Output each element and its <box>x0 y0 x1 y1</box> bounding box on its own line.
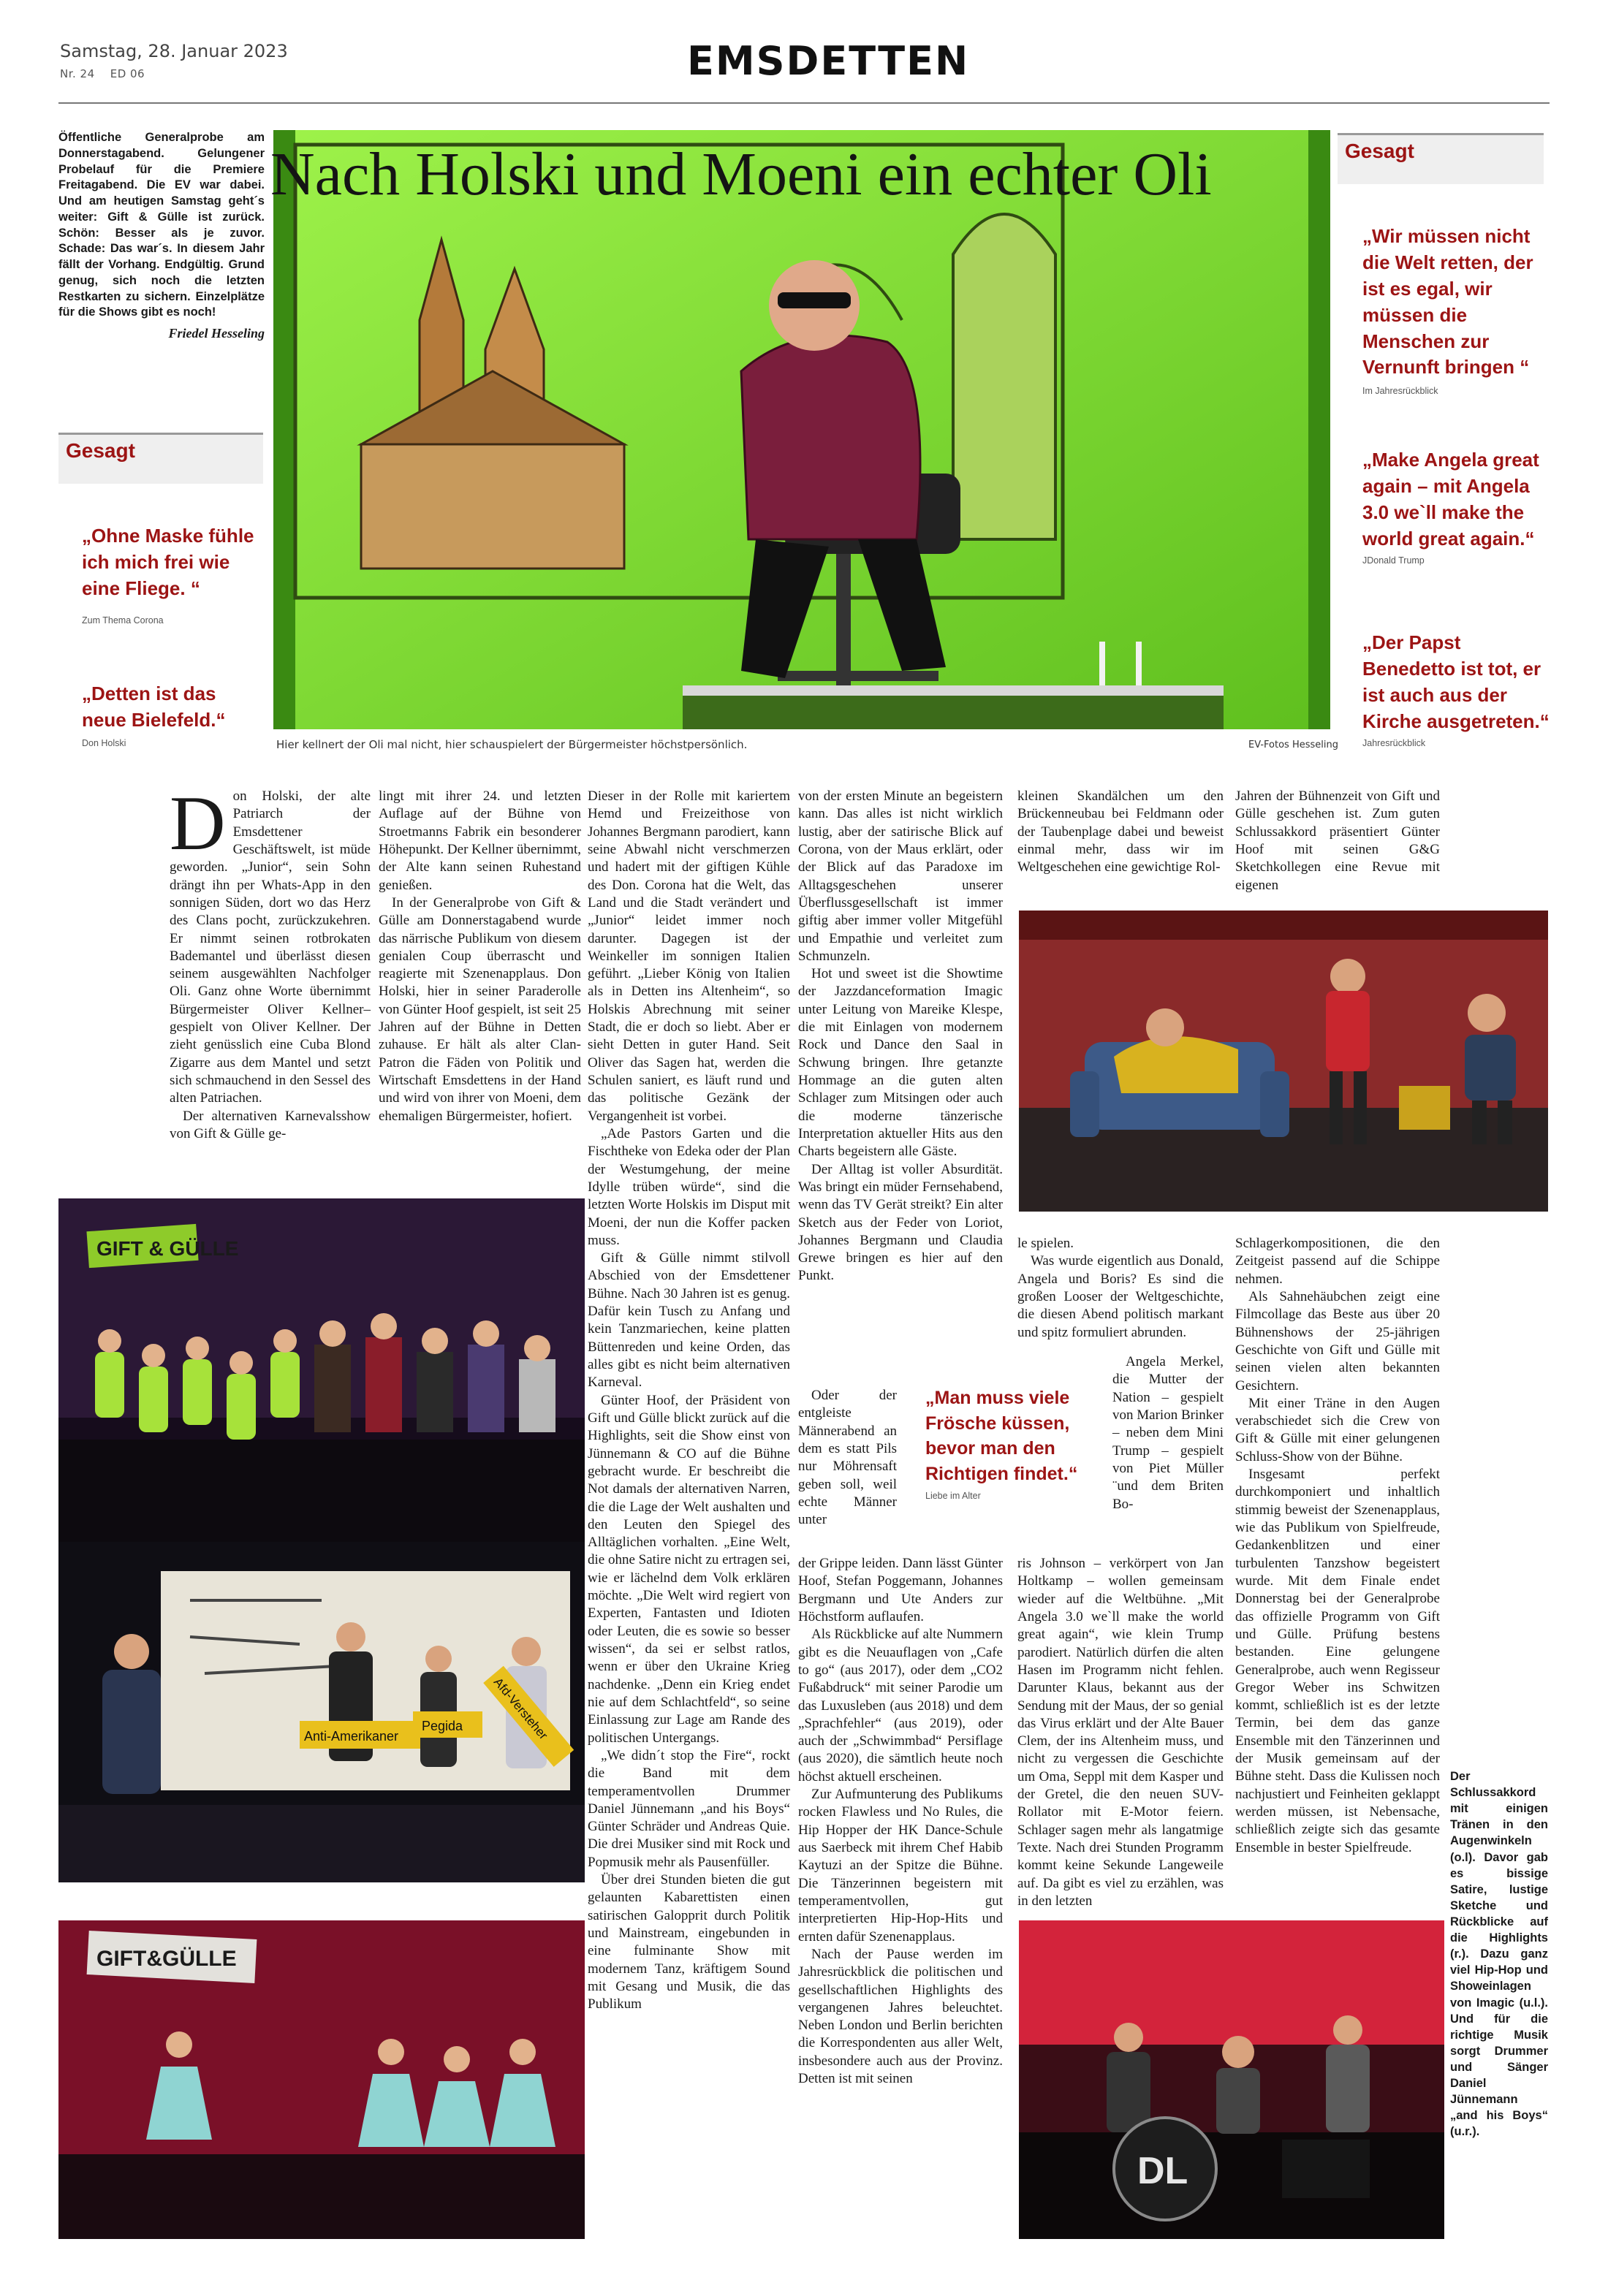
article-col-1 <box>170 780 371 1143</box>
article-paragraph: Schlagerkompositionen, die den Zeitgeist passend auf die Schippe nehmen. <box>1235 1236 1440 1287</box>
main-photo-mayor <box>273 130 1330 729</box>
article-paragraph: der Grippe leiden. Dann lässt Günter Hoof, Stefan Poggemann, Johannes Bergmann und Ute Anders zur Höchstform auflaufen. <box>798 1556 1003 1624</box>
article-paragraph: „Ade Pastors Garten und die Fischtheke von Edeka oder der Plan der Westumgehung, der meine Idylle trüben würde“, sind die letzten Worte Holskis im Disput mit Moeni, der nun die Koffer packen muss. <box>588 1125 790 1248</box>
headline: Nach Holski und Moeni ein echter Oli <box>270 140 1212 208</box>
gesagt-right-source-3: Jahresrückblick <box>1362 738 1426 748</box>
issue-number <box>60 67 145 80</box>
issue-nr: Nr. 24 <box>60 67 95 80</box>
photo-politics-sketch <box>58 1542 585 1882</box>
section-title: EMSDETTEN <box>687 38 970 84</box>
sign-pegida: Pegida <box>422 1719 463 1733</box>
photo-band-scene <box>1019 1920 1444 2239</box>
article-col-4a <box>798 788 1003 1285</box>
article-paragraph: Angela Merkel, die Mutter der Nation – gespielt von Marion Brinker – neben dem Mini Trump – gespielt von Piet Müller ¨und dem Briten Bo- <box>1112 1354 1224 1512</box>
dancers-logo-text: GIFT&GÜLLE <box>96 1947 237 1971</box>
header-rule <box>58 102 1550 104</box>
article-paragraph: Insgesamt perfekt durchkomponiert und inhaltlich stimmig beweist der Szenenapplaus, wie das Publikum von Spielfreude, Gedankenblitzen und einer turbulenten Tanzshow begeistert wurde. Mit dem Finale endet Donnerstag bei der Generalprobe das offizielle Programm von Gift und Gülle. Prüfung bestens bestanden. Eine gelungene Generalprobe, auch wenn Regisseur Gregor Weber ins Schwitzen kommt, schließlich ist es der letzte Termin, bei dem das ganze Ensemble mit den Tänzerinnen und der Musik gemeinsam auf der Bühne steht. Dass die Kulissen noch nachjustiert und Feinheiten geklappt werden müssen, ist Nebensache, schließlich zeigte sich das gesamte Ensemble in bester Spielfreude. <box>1235 1467 1440 1855</box>
photo-sofa-scene <box>1019 911 1548 1212</box>
drum-logo: DL <box>1137 2150 1188 2192</box>
main-photo-caption: Hier kellnert der Oli mal nicht, hier schauspielert der Bürgermeister höchstpersönlich. <box>276 738 748 751</box>
photo-side-caption: Der Schlussakkord mit einigen Tränen in den Augenwinkeln (o.l). Davor gab es bissige Satire, lustige Sketche und Rückblicke auf die Highlights (r.). Dazu ganz viel Hip-Hop und Showeinlagen von Imagic (u.l.). Und für die richtige Musik sorgt Drummer und Sänger Daniel Jünnemann „and his Boys“ (u.r.). <box>1450 1770 1548 2139</box>
intro-teaser <box>58 130 265 343</box>
pull-quote <box>925 1385 1101 1501</box>
article-paragraph: Über drei Stunden bieten die gut gelaunten Kabarettisten einen satirischen Galopprit durch Politik und Mainstream, eingebunden in eine fulminante Show mit modernem Tanz, kräftigem Sound mit Gesang und Musik, die das Publikum <box>588 1872 790 2012</box>
article-paragraph: Gift & Gülle nimmt stilvoll Abschied von der Emsdettener Bühne. Nach 30 Jahren ist es genug. Dafür kein Tusch zu Anfang und kein Tanzmariechen, keine platten Büttenreden und keine Orden, das alles gibt es nicht beim alternativen Karneval. <box>588 1250 790 1391</box>
article-col-2 <box>379 788 581 1125</box>
photo-sofa-sketch <box>1019 911 1548 1212</box>
article-paragraph: Als Sahnehäubchen zeigt eine Filmcollage das Beste aus über 20 Bühnenshows der 25-jährigen Geschichte von Gift und Gülle mit seinen vielen alten bekannten Gesichtern. <box>1235 1288 1440 1394</box>
article-col-5c <box>1112 1353 1224 1513</box>
sign-afd-versteher: Afd-Versteher <box>490 1675 551 1743</box>
article-paragraph: Nach der Pause werden im Jahresrückblick die politischen und gesellschaftlichen Highlights des vergangenen Jahres beleuchtet. Neben London und Berlin berichten die Korrespondenten aus aller Welt, insbesondere auch aus der Provinz. Detten ist mit seinen <box>798 1946 1003 2087</box>
gesagt-left-quote-2: „Detten ist das neue Bielefeld.“ <box>82 683 226 731</box>
issue-date: Samstag, 28. Januar 2023 <box>60 41 288 61</box>
article-paragraph: Oder der entgleiste Männerabend an dem es statt Pils nur Möhrensaft geben soll, weil echte Männer unter <box>798 1388 897 1528</box>
article-col-4b <box>798 1387 897 1529</box>
gesagt-left-title: Gesagt <box>58 433 263 484</box>
dropcap: D <box>170 780 226 866</box>
photo-finale <box>58 1198 585 1542</box>
article-col-6b <box>1235 1235 1440 1857</box>
article-paragraph: on Holski, der alte Patriarch der Emsdettener Geschäftswelt, ist müde geworden. „Junior“, sein Sohn drängt ihn per Whats-App in den sonnigen Süden, dort wo das Herz des Clans pocht, zurückzukehren. Er nimmt seinen rotbrokaten Bademantel und überlässt diesen seinem ausgewählten Nachfolger Oli. Ganz ohne Worte übernimmt Bürgermeister Oliver Kellner– gespielt von Oliver Kellner. Der zieht genüsslich eine Cuba Blond Zigarre aus dem Mantel und setzt sich schmauchend in den Sessel des alten Patriachen. <box>170 788 371 1106</box>
article-paragraph: lingt mit ihrer 24. und letzten Auflage auf der Bühne von Stroetmanns Fabrik ein besonderer Höhepunkt. Der Kellner übernimmt, der Alte kann seinen Ruhestand genießen. <box>379 788 582 893</box>
gesagt-right-quote-1: „Wir müssen nicht die Welt retten, der ist es egal, wir müssen die Menschen zur Vernunft bringen “ <box>1362 225 1533 379</box>
article-paragraph: Der Alltag ist voller Absurdität. Was bringt ein müder Fernsehabend, wenn das TV Gerät streikt? Ein alter Sketch aus der Feder von Loriot, Johannes Bergmann und Claudia Grewe bringen es hier auf den Punkt. <box>798 1161 1003 1284</box>
article-col-5b <box>1017 1235 1224 1342</box>
intro-author: Friedel Hesseling <box>168 326 265 341</box>
article-paragraph: Als Rückblicke auf alte Nummern gibt es die Neuauflagen von „Cafe to go“ (aus 2017), oder dem „CO2 Fußabdruck“ mit seiner Parodie um das Luxusleben (aus 2018) und dem „Sprachfehler“ (aus 2019), oder auch der „Schwimmbad“ Persiflage (aus 2020), die sämtlich heute noch höchst aktuell erscheinen. <box>798 1627 1003 1784</box>
gesagt-right-source-1: Im Jahresrückblick <box>1362 386 1438 396</box>
gesagt-left-quote-1: „Ohne Maske fühle ich mich frei wie eine Fliege. “ <box>82 525 254 599</box>
photo-dancers <box>58 1920 585 2239</box>
article-paragraph: Was wurde eigentlich aus Donald, Angela und Boris? Es sind die großen Looser der Weltgeschichte, die diesen Abend politisch markant und spitz formuliert abrunden. <box>1017 1253 1224 1340</box>
main-photo-credit: EV-Fotos Hesseling <box>1248 740 1338 750</box>
photo-band <box>1019 1920 1444 2239</box>
article-paragraph: Der alternativen Karnevalsshow von Gift & Gülle ge- <box>170 1108 371 1141</box>
article-paragraph: ris Johnson – verkörpert von Jan Holtkamp – wollen gemeinsam wieder auf die Weltbühne. „Mit Angela 3.0 we`ll make the world great again“, wie klein Trump parodiert. Natürlich dürfen die alten Hasen im Programm nicht fehlen. Darunter Klaus, bekannt aus der Sendung mit der Maus, der so genial das Virus erklärt und der Alte Bauer Clem, der ins Altenheim muss, und nicht zu vergessen die Geschichte um Oma, Seppl mit dem Kasper und der Gretel, die den neuen SUV-Rollator mit E-Motor feiern. Schlager sagen mehr als langatmige Texte. Nach drei Stunden Programm kommt keine Sekunde Langeweile auf. Da gibt es viel zu erzählen, was in den letzten <box>1017 1556 1224 1909</box>
article-paragraph: In der Generalprobe von Gift & Gülle am Donnerstagabend wurde das närrische Publikum von diesem genialen Coup überrascht und reagierte mit Szenenapplaus. Don Holski, hier in seiner Paraderolle von Günter Hoof gespielt, ist seit 25 Jahren auf der Bühne in Detten zuhause. Er hält als alter Clan-Patron die Fäden von Politik und Wirtschaft Emsdettens in der Hand und wird von ihrer von Moeni, dem ehemaligen Bürgermeister, hofiert. <box>379 894 581 1124</box>
article-paragraph: „We didn´t stop the Fire“, rockt die Band mit dem temperamentvollen Drummer Daniel Jünnemann „and his Boys“ Günter Schräder und Andreas Quie. Die drei Musiker sind mit Rock und Popmusik mehr als Pausenfüller. <box>588 1747 790 1870</box>
article-col-3 <box>588 788 790 2014</box>
gesagt-right-quote-2: „Make Angela great again – mit Angela 3.0 we`ll make the world great again.“ <box>1362 449 1539 550</box>
article-paragraph: le spielen. <box>1017 1236 1074 1251</box>
gesagt-left-source-2: Don Holski <box>82 738 126 748</box>
article-col-4c <box>798 1555 1003 2088</box>
intro-text: Öffentliche Generalprobe am Donnerstagabend. Gelungener Probelauf für die Premiere Freitagabend. Die EV war dabei. Und am heutigen Samstag geht´s weiter: Gift & Gülle ist zurück. Schön: Besser als je zuvor. Schade: Das war´s. In diesem Jahr fällt der Vorhang. Endgültig. Grund genug, sich noch die letzten Restkarten zu sichern. Einzelplätze für die Shows gibt es noch! <box>58 131 265 319</box>
gesagt-right-title: Gesagt <box>1338 133 1544 184</box>
article-col-5d <box>1017 1555 1224 1910</box>
gesagt-left-source-1: Zum Thema Corona <box>82 615 164 626</box>
article-paragraph: Jahren der Bühnenzeit von Gift und Gülle geschehen ist. Zum guten Schlussakkord präsentiert Günter Hoof mit seinen G&G Sketchkollegen eine Revue mit eigenen <box>1235 788 1440 893</box>
article-paragraph: Mit einer Träne in den Augen verabschiedet sich die Crew von Gift & Gülle mit einer gelungenen Schluss-Show von der Bühne. <box>1235 1395 1440 1464</box>
sign-anti-amerikaner: Anti-Amerikaner <box>304 1729 399 1744</box>
article-paragraph: von der ersten Minute an begeistern kann. Das alles ist nicht wirklich lustig, aber der satirische Blick auf Corona, von der Maus erklärt, oder der Blick auf das Paradoxe im Alltagsgeschehen unserer Überflussgesellschaft ist immer giftig aber immer voller Mitgefühl und Empathie und verleitet zum Schmunzeln. <box>798 788 1003 964</box>
article-paragraph: Zur Aufmunterung des Publikums rocken Flawless und No Rules, die Hip Hopper der HK Dance-Schule aus Saerbeck mit ihrem Chef Habib Kaytuzi an der Spitze die Bühne. Die Tänzerinnen begeistern mit temperamentvollen, gut interpretierten Hip-Hop-Hits und ernten dafür Szenenapplaus. <box>798 1787 1003 1945</box>
article-paragraph: kleinen Skandälchen um den Brückenneubau bei Feldmann oder der Taubenplage dabei und beweist einmal mehr, dass wir im Weltgeschehen eine gewichtige Rol- <box>1017 788 1224 875</box>
article-paragraph: Günter Hoof, der Präsident von Gift und Gülle blickt zurück auf die Highlights, seit die Show einst von Jünnemann & CO auf die Bühne gebracht wurde. Er beschreibt die Not damals der alternativen Narren, die die Lage der Welt aushalten und den Leuten den Spiegel des Alltäglichen vorhalten. „Eine Welt, die ohne Satire nicht zu ertragen sei, wie er lächelnd dem Volk erklären möchte. „Die Welt wird regiert von Experten, Fantasten und Idioten oder Leuten, die es sowie so besser wissen“, da sei er selbst ratlos, wenn er über den Ukraine Krieg nachdenke. „Denn ein Krieg endet nie auf dem Schlachtfeld“, so seine Einlassung zur Lage am Rande des politischen Untergangs. <box>588 1392 790 1746</box>
gesagt-right-source-2: JDonald Trump <box>1362 555 1425 566</box>
edition-code: ED 06 <box>110 67 145 80</box>
main-photo-scene <box>273 130 1330 729</box>
article-col-6a <box>1235 788 1440 894</box>
gesagt-right-quote-3: „Der Papst Benedetto ist tot, er ist auch aus der Kirche ausgetreten.“ <box>1362 631 1550 732</box>
article-paragraph: Hot und sweet ist die Showtime der Jazzdanceformation Imagic unter Leitung von Mareike Klespe, die mit Einlagen von modernem Rock und Dance den Saal in Schwung bringen. Ihre getanzte Hommage an die guten alten Schlager zum Mitsingen oder auch die moderne tänzerische Interpretation aktueller Hits aus den Charts begeistern alle Gäste. <box>798 966 1003 1160</box>
photo-dancers-scene <box>58 1920 585 2239</box>
article-col-5a <box>1017 788 1224 877</box>
pull-quote-text: „Man muss viele Frösche küssen, bevor man den Richtigen findet.“ <box>925 1388 1078 1484</box>
photo-politics-scene <box>58 1542 585 1882</box>
article-paragraph: Dieser in der Rolle mit kariertem Hemd und Freizeithose von Johannes Bergmann parodiert, kann seine Abwahl nicht verschmerzen und hadert mit der giftigen Kühle des Don. Corona hat die Welt, das Land und die Stadt verändert und „Junior“ leidet immer noch darunter. Dagegen ist der Weinkeller im sonnigen Italien geführt. „Lieber König von Italien als in Detten ins Altenheim“, so Holskis Abrechnung mit seiner Stadt, die er doch so liebt. Aber er sieht Detten in guter Hand. Seit Oliver das Sagen hat, werden die Schulen saniert, es läuft rund und das politische Gezänk der Vergangenheit ist vorbei. <box>588 788 790 1124</box>
finale-logo-text: GIFT & GÜLLE <box>96 1237 239 1260</box>
photo-finale-scene <box>58 1198 585 1542</box>
pull-quote-source: Liebe im Alter <box>925 1491 981 1501</box>
